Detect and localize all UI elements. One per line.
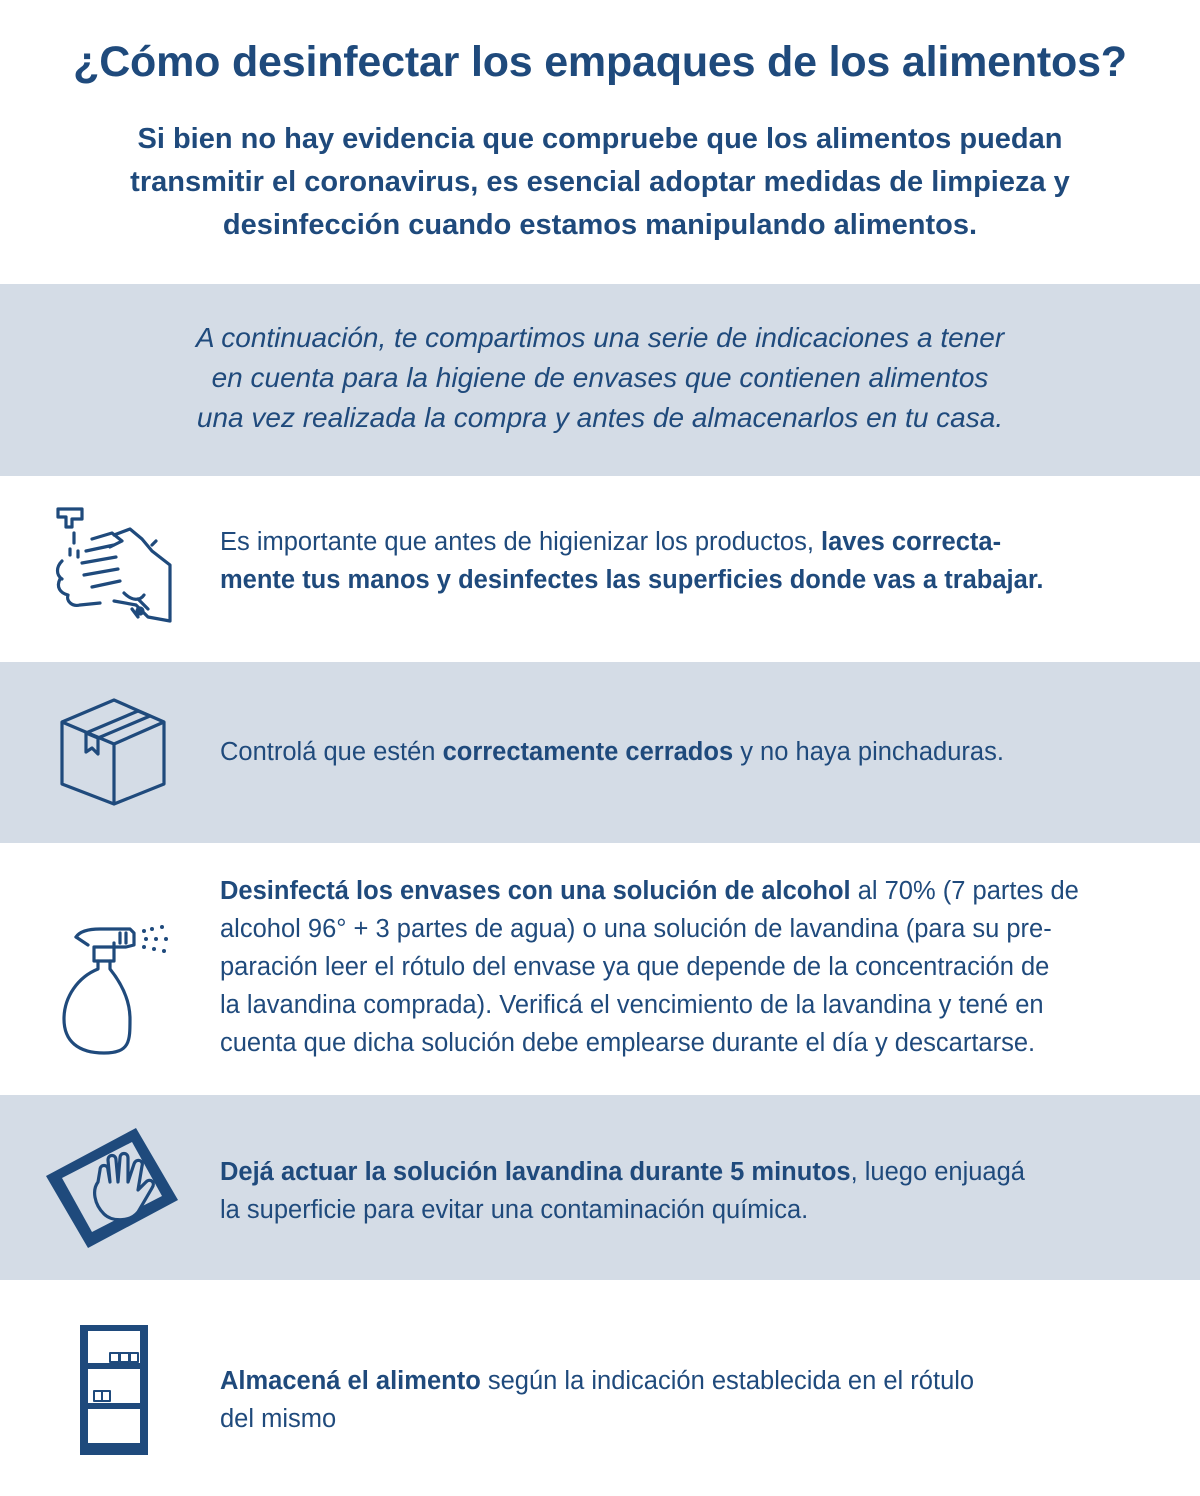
subtitle-line: transmitir el coronavirus, es esencial adoptar medidas de limpieza y [130, 166, 1070, 198]
step-4-bold: Dejá actuar la solución lavandina durante 5 minutos [220, 1158, 851, 1186]
step-2-text [220, 733, 1150, 771]
step-4-line: la superficie para evitar una contaminación química. [220, 1196, 809, 1224]
step-5-text [220, 1362, 1150, 1438]
intro-line: en cuenta para la higiene de envases que contienen alimentos [211, 362, 989, 393]
step-4-text [220, 1153, 1150, 1229]
shelf-icon [80, 1325, 148, 1455]
step-3-line: alcohol 96° + 3 partes de agua) o una solución de lavandina (para su pre- [220, 915, 1052, 943]
step-5-bold: Almacená el alimento [220, 1367, 481, 1395]
subtitle-line: desinfección cuando estamos manipulando alimentos. [222, 209, 978, 241]
page-title: ¿Cómo desinfectar los empaques de los alimentos? [73, 38, 1127, 86]
step-3-normal: al 70% (7 partes de [850, 877, 1079, 905]
step-3-text [220, 872, 1150, 1062]
intro-line: A continuación, te compartimos una serie de indicaciones a tener [195, 322, 1005, 353]
subtitle [60, 118, 1140, 247]
step-5-line: del mismo [220, 1405, 337, 1433]
step-1-normal: Es importante que antes de higienizar los productos, [220, 528, 822, 556]
subtitle-line: Si bien no hay evidencia que compruebe que los alimentos puedan [137, 123, 1063, 155]
step-3-bold: Desinfectá los envases con una solución de alcohol [220, 877, 851, 905]
intro-line: una vez realizada la compra y antes de almacenarlos en tu casa. [196, 402, 1004, 433]
step-2-normal-b: y no haya pinchaduras. [733, 738, 1004, 766]
spray-bottle-icon [60, 923, 172, 1058]
step-1-bold: laves correcta- [821, 528, 1002, 556]
step-2-bold: correctamente cerrados [442, 738, 734, 766]
step-4-normal: , luego enjuagá [850, 1158, 1025, 1186]
intro-text [0, 318, 1200, 438]
wiping-hand-icon [42, 1124, 182, 1254]
hand-washing-icon [52, 505, 177, 625]
step-3-line: cuenta que dicha solución debe emplearse durante el día y descartarse. [220, 1029, 1036, 1057]
step-1-bold-line: mente tus manos y desinfectes las superficies donde vas a trabajar. [220, 566, 1044, 594]
step-3-line: paración leer el rótulo del envase ya que depende de la concentración de [220, 953, 1050, 981]
step-3-line: la lavandina comprada). Verificá el vencimiento de la lavandina y tené en [220, 991, 1044, 1019]
box-icon [58, 696, 168, 808]
step-5-normal: según la indicación establecida en el rótulo [480, 1367, 975, 1395]
step-2-normal-a: Controlá que estén [220, 738, 443, 766]
step-1-text [220, 523, 1150, 599]
